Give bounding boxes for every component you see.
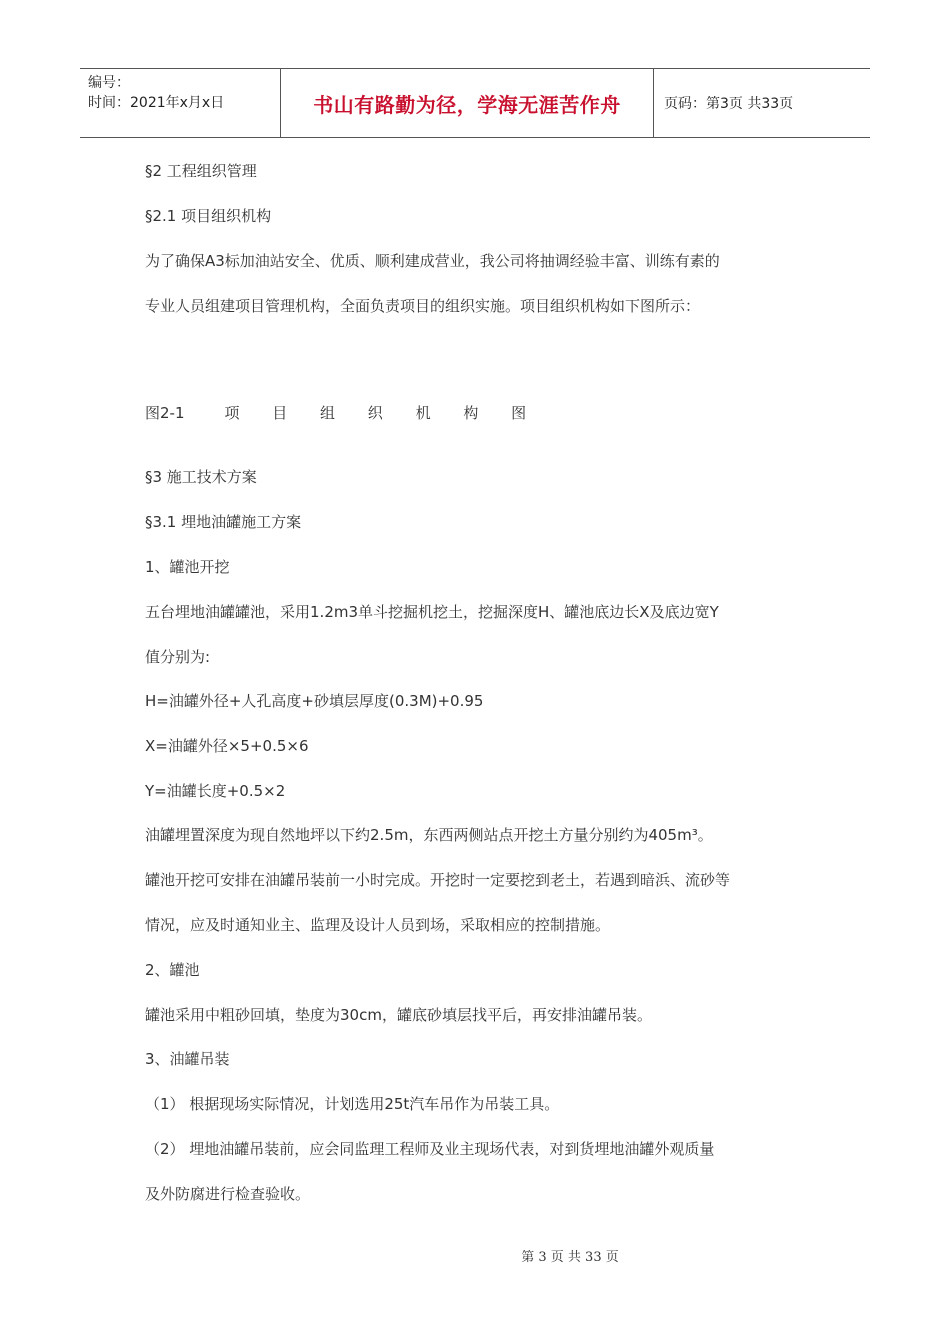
header-page-info: 页码：第3页 共33页 (664, 96, 794, 112)
item-heading: 3、油罐吊装 (145, 1050, 230, 1068)
subsection-heading: §2.1 项目组织机构 (145, 207, 272, 225)
paragraph-line: 罐池采用中粗砂回填，垫度为30cm，罐底砂填层找平后，再安排油罐吊装。 (145, 1006, 652, 1024)
subsection-heading: §3.1 埋地油罐施工方案 (145, 513, 302, 531)
document-date: 时间：2021年x月x日 (88, 95, 225, 111)
formula-line: X=油罐外径×5+0.5×6 (145, 737, 309, 755)
paragraph-line: 及外防腐进行检查验收。 (145, 1185, 311, 1203)
paragraph-line: 罐池开挖可安排在油罐吊装前一小时完成。开挖时一定要挖到老土，若遇到暗浜、流砂等 (145, 871, 731, 889)
document-number-label: 编号： (88, 75, 130, 91)
page-header (80, 68, 870, 138)
item-heading: 2、罐池 (145, 961, 200, 979)
page-footer: 第 3 页 共 33 页 (521, 1250, 619, 1265)
figure-caption (145, 402, 540, 423)
section-heading: §2 工程组织管理 (145, 162, 257, 180)
paragraph-line: 油罐埋置深度为现自然地坪以下约2.5m，东西两侧站点开挖土方量分别约为405m³。 (145, 826, 713, 844)
paragraph-line: 值分别为: (145, 648, 211, 666)
formula-line: Y=油罐长度+0.5×2 (145, 782, 286, 800)
list-item: （1） 根据现场实际情况，计划选用25t汽车吊作为吊装工具。 (145, 1095, 560, 1113)
paragraph-line: 为了确保A3标加油站安全、优质、顺利建成营业，我公司将抽调经验丰富、训练有素的 (145, 252, 720, 270)
paragraph-line: 五台埋地油罐罐池，采用1.2m3单斗挖掘机挖土，挖掘深度H、罐池底边长X及底边宽Y (145, 603, 719, 621)
section-heading: §3 施工技术方案 (145, 468, 257, 486)
figure-caption-number: 图2-1 (145, 404, 185, 422)
list-item: （2） 埋地油罐吊装前，应会同监理工程师及业主现场代表，对到货埋地油罐外观质量 (145, 1140, 715, 1158)
header-motto-cell (281, 69, 654, 137)
header-motto: 书山有路勤为径，学海无涯苦作舟 (313, 92, 621, 117)
figure-caption-title: 项 目 组 织 机 构 图 (224, 404, 541, 422)
formula-line: H=油罐外径+人孔高度+砂填层厚度(0.3M)+0.95 (145, 692, 484, 710)
paragraph-line: 情况，应及时通知业主、监理及设计人员到场，采取相应的控制措施。 (145, 916, 611, 934)
header-meta (80, 69, 281, 137)
paragraph-line: 专业人员组建项目管理机构，全面负责项目的组织实施。项目组织机构如下图所示： (145, 297, 701, 315)
item-heading: 1、罐池开挖 (145, 558, 230, 576)
